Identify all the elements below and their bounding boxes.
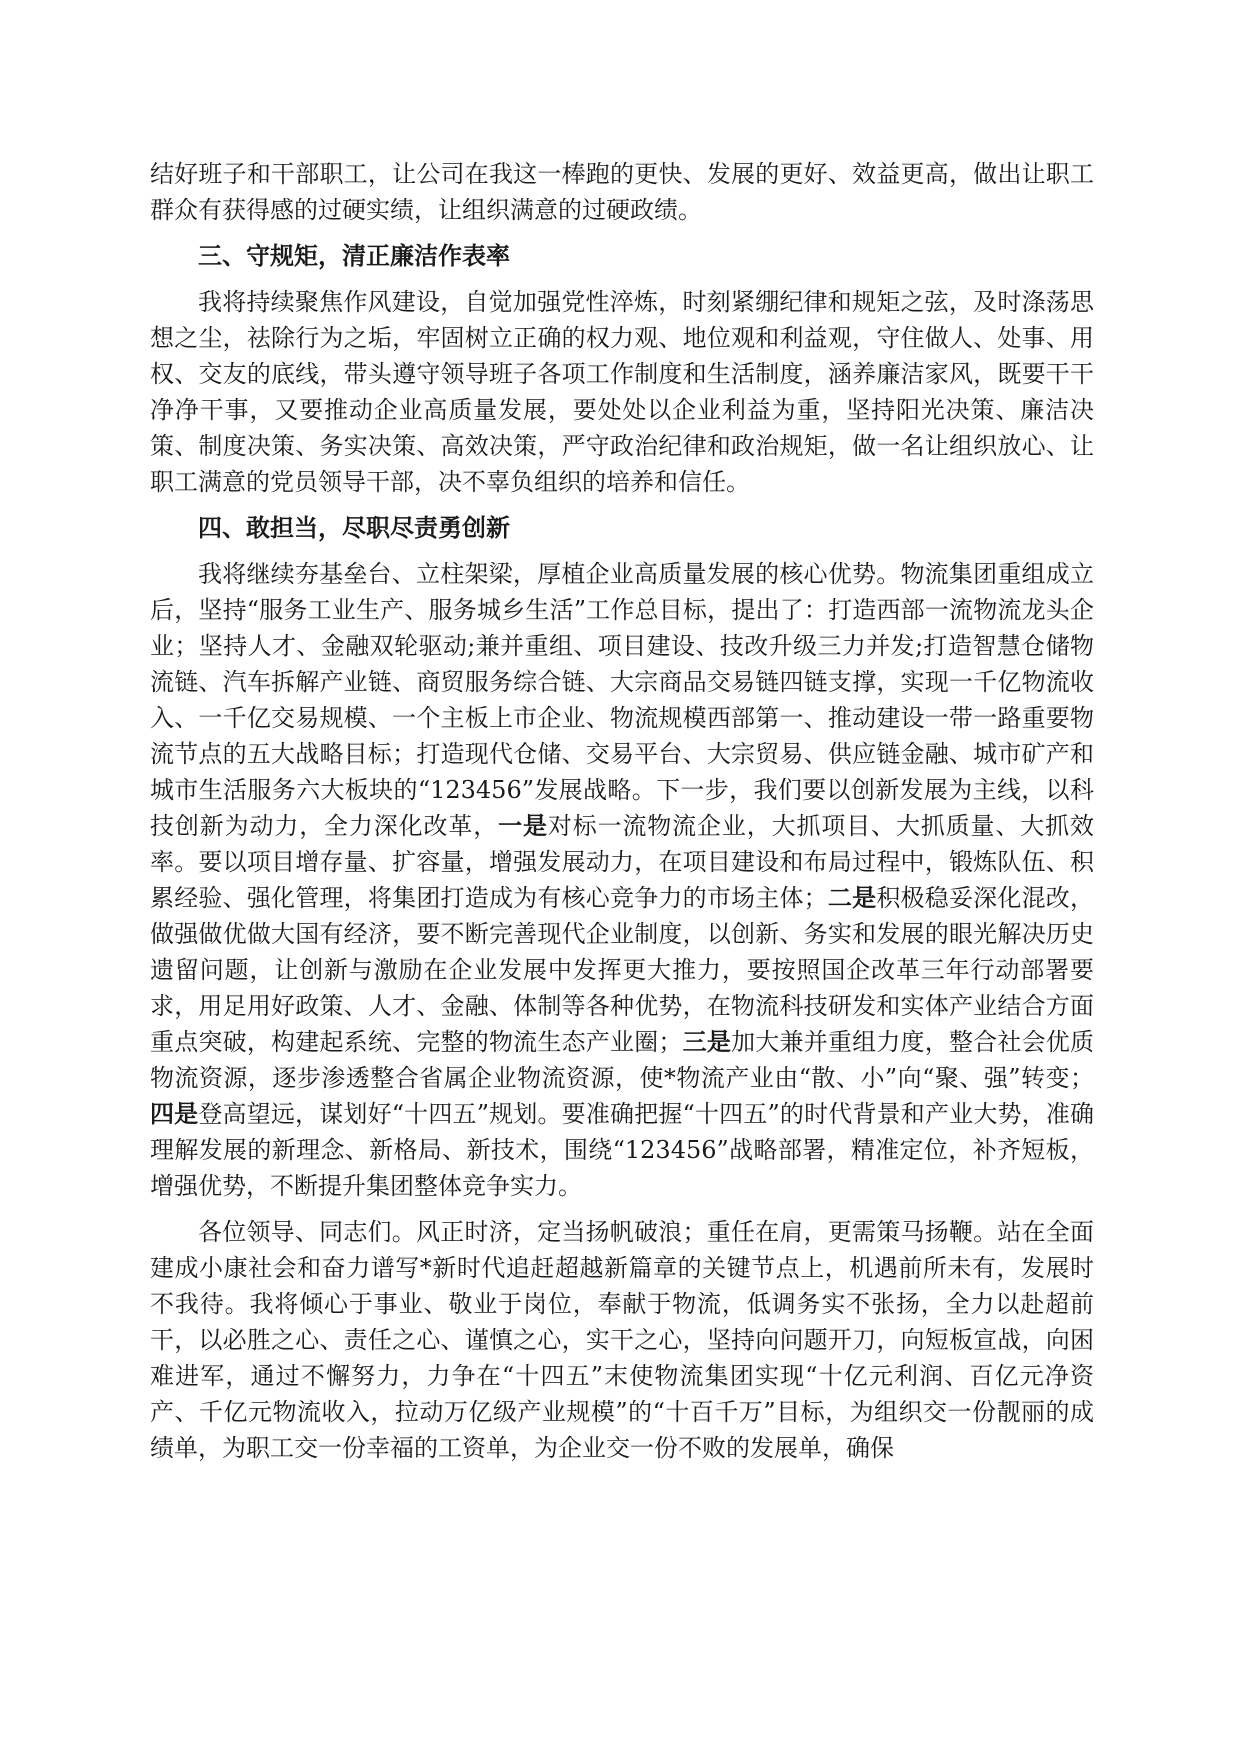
section-heading-4: 四、敢担当，尽职尽责勇创新 <box>198 513 510 542</box>
paragraph-closing: 各位领导、同志们。风正时济，定当扬帆破浪；重任在肩，更需策马扬鞭。站在全面建成小康社会和奋力谱写*新时代追赶超越新篇章的关键节点上，机遇前所未有，发展时不我待。我将倾心于事业、敬业于岗位，奉献于物流，低调务实不张扬，全力以赴超前干，以必胜之心、责任之心、谨慎之心，实干之心，坚持向问题开刀，向短板宣战，向困难进军，通过不懈努力，力争在“十四五”末使物流集团实现“十亿元利润、百亿元净资产、千亿元物流收入，拉动万亿级产业规模”的“十百千万”目标，为组织交一份靓丽的成绩单，为职工交一份幸福的工资单，为企业交一份不败的发展单，确保 <box>150 1218 1094 1462</box>
paragraph-section-3: 我将持续聚焦作风建设，自觉加强党性淬炼，时刻紧绷纪律和规矩之弦，及时涤荡思想之尘，祛除行为之垢，牢固树立正确的权力观、地位观和利益观，守住做人、处事、用权、交友的底线，带头遵守领导班子各项工作制度和生活制度，涵养廉洁家风，既要干干净净干事，又要推动企业高质量发展，要处处以企业利益为重，坚持阳光决策、廉洁决策、制度决策、务实决策、高效决策，严守政治纪律和政治规矩，做一名让组织放心、让职工满意的党员领导干部，决不辜负组织的培养和信任。 <box>150 288 1094 496</box>
item-text-4: 登高望远，谋划好“十四五”规划。要准确把握“十四五”的时代背景和产业大势，准确理解发展的新理念、新格局、新技术，围绕“123456”战略部署，精准定位，补齐短板，增强优势，不断提升集团整体竞争实力。 <box>150 1100 1095 1200</box>
paragraph-continuation: 结好班子和干部职工，让公司在我这一棒跑的更快、发展的更好、效益更高，做出让职工群众有获得感的过硬实绩，让组织满意的过硬政绩。 <box>150 160 1094 224</box>
item-marker-3: 三是 <box>682 1027 732 1056</box>
item-marker-1: 一是 <box>498 811 548 840</box>
item-text-2: 积极稳妥深化混改，做强做优做大国有经济，要不断完善现代企业制度，以创新、务实和发展的眼光解决历史遗留问题，让创新与激励在企业发展中发挥更大推力，要按照国企改革三年行动部署要求，用足用好政策、人才、金融、体制等各种优势，在物流科技研发和实体产业结合方面重点突破，构建起系统、完整的物流生态产业圈； <box>150 884 1095 1056</box>
paragraph-4-intro: 我将继续夯基垒台、立柱架梁，厚植企业高质量发展的核心优势。物流集团重组成立后，坚持“服务工业生产、服务城乡生活”工作总目标，提出了：打造西部一流物流龙头企业；坚持人才、金融双轮驱动;兼并重组、项目建设、技改升级三力并发;打造智慧仓储物流链、汽车拆解产业链、商贸服务综合链、大宗商品交易链四链支撑，实现一千亿物流收入、一千亿交易规模、一个主板上市企业、物流规模西部第一、推动建设一带一路重要物流节点的五大战略目标；打造现代仓储、交易平台、大宗贸易、供应链金融、城市矿产和城市生活服务六大板块的“123456”发展战略。下一步，我们要以创新发展为主线，以科技创新为动力，全力深化改革， <box>150 560 1094 840</box>
item-marker-2: 二是 <box>827 883 877 912</box>
item-marker-4: 四是 <box>150 1099 199 1128</box>
paragraph-section-4 <box>150 556 1094 1204</box>
document-body <box>150 156 1094 1476</box>
item-text-3: 加大兼并重组力度，整合社会优质物流资源，逐步渗透整合省属企业物流资源，使*物流产业由“散、小”向“聚、强”转变； <box>150 1028 1095 1092</box>
item-text-1: 对标一流物流企业，大抓项目、大抓质量、大抓效率。要以项目增存量、扩容量，增强发展动力，在项目建设和布局过程中，锻炼队伍、积累经验、强化管理，将集团打造成为有核心竞争力的市场主体； <box>150 812 1095 912</box>
section-heading-3: 三、守规矩，清正廉洁作表率 <box>198 241 510 270</box>
